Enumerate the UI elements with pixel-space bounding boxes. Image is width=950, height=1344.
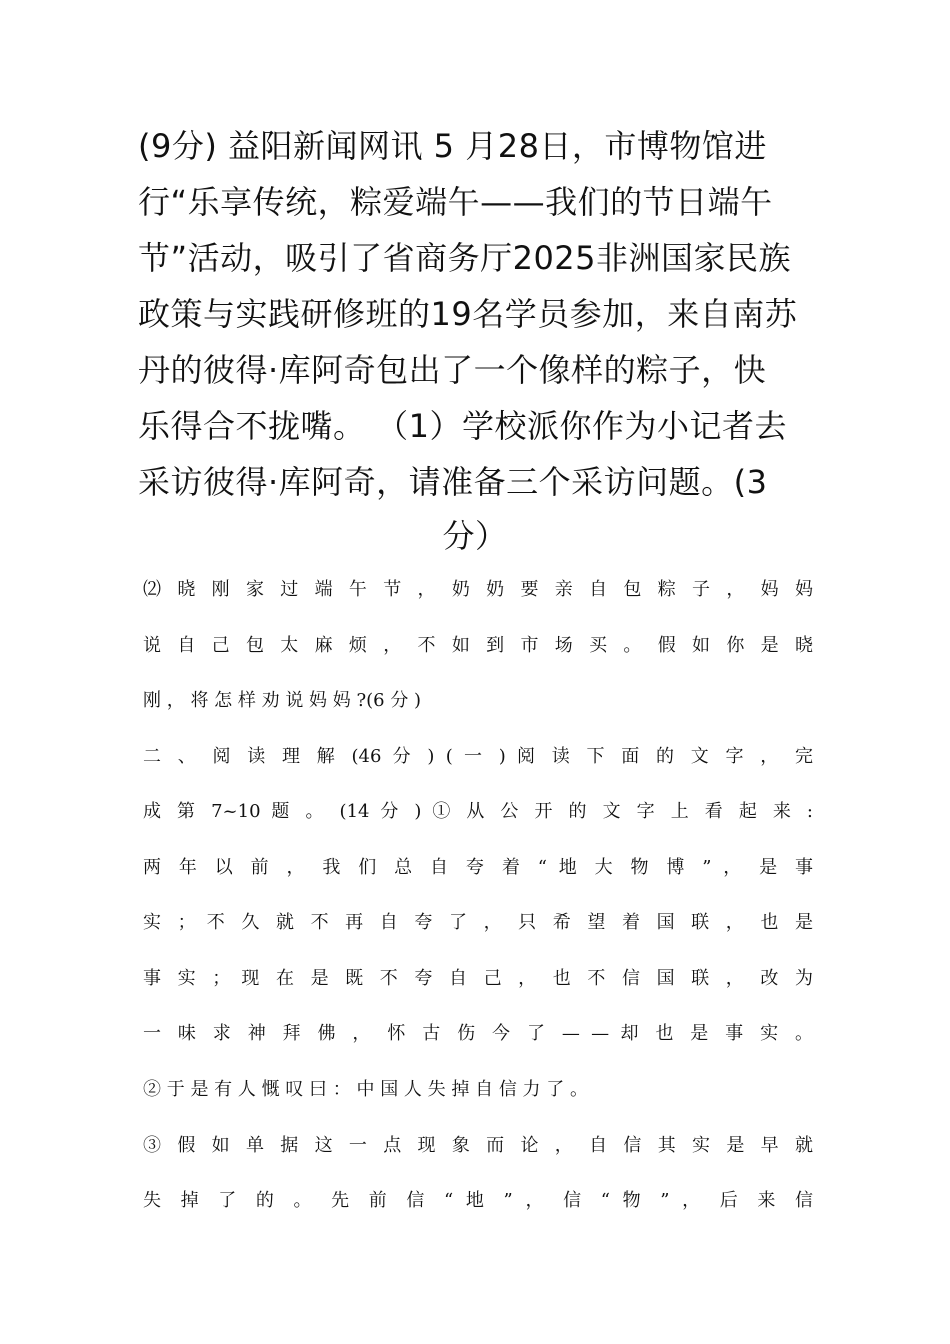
body-text-line-4: 二 、 阅 读 理 解 (46 分 ) ( 一 ) 阅 读 下 面 的 文 字 ， 完: [143, 746, 813, 767]
question-text-line-2: 行“乐享传统，粽爱端午——我们的节日端午: [138, 183, 773, 221]
question-text-line-7: 采访彼得·库阿奇，请准备三个采访问题。(3: [138, 463, 768, 501]
body-text-line-9: 一 味 求 神 拜 佛 ， 怀 古 伤 今 了 — — 却 也 是 事 实 。: [143, 1023, 813, 1044]
body-text-line-3: 刚 ， 将 怎 样 劝 说 妈 妈 ?(6 分 ): [143, 690, 422, 711]
question-text-line-6: 乐得合不拢嘴。 （1）学校派你作为小记者去: [138, 407, 788, 445]
question-text-line-8: 分）: [442, 517, 508, 555]
body-text-line-2: 说 自 己 包 太 麻 烦 ， 不 如 到 市 场 买 。 假 如 你 是 晓: [143, 635, 813, 656]
body-text-line-1: ⑵ 晓 刚 家 过 端 午 节 ， 奶 奶 要 亲 自 包 粽 子 ， 妈 妈: [143, 579, 813, 600]
body-text-line-8: 事 实 ； 现 在 是 既 不 夸 自 己 ， 也 不 信 国 联 ， 改 为: [143, 968, 813, 989]
body-text-line-11: ③ 假 如 单 据 这 一 点 现 象 而 论 ， 自 信 其 实 是 早 就: [143, 1135, 813, 1156]
question-text-line-1: (9分) 益阳新闻网讯 5 月28日，市博物馆进: [138, 127, 767, 165]
question-text-line-3: 节”活动，吸引了省商务厅2025非洲国家民族: [138, 239, 792, 277]
body-text-line-12: 失 掉 了 的 。 先 前 信 “ 地 ” ， 信 “ 物 ” ， 后 来 信: [143, 1190, 813, 1211]
question-text-line-5: 丹的彼得·库阿奇包出了一个像样的粽子，快: [138, 351, 767, 389]
question-text-line-4: 政策与实践研修班的19名学员参加，来自南苏: [138, 295, 798, 333]
body-text-line-5: 成 第 7~10 题 。 (14 分 ) ① 从 公 开 的 文 字 上 看 起 来 :: [143, 801, 813, 822]
body-text-line-7: 实 ； 不 久 就 不 再 自 夸 了 ， 只 希 望 着 国 联 ， 也 是: [143, 912, 813, 933]
body-text-line-10: ② 于 是 有 人 慨 叹 曰 ： 中 国 人 失 掉 自 信 力 了 。: [143, 1079, 588, 1100]
body-text-line-6: 两 年 以 前 ， 我 们 总 自 夸 着 “ 地 大 物 博 ” ， 是 事: [143, 857, 813, 878]
